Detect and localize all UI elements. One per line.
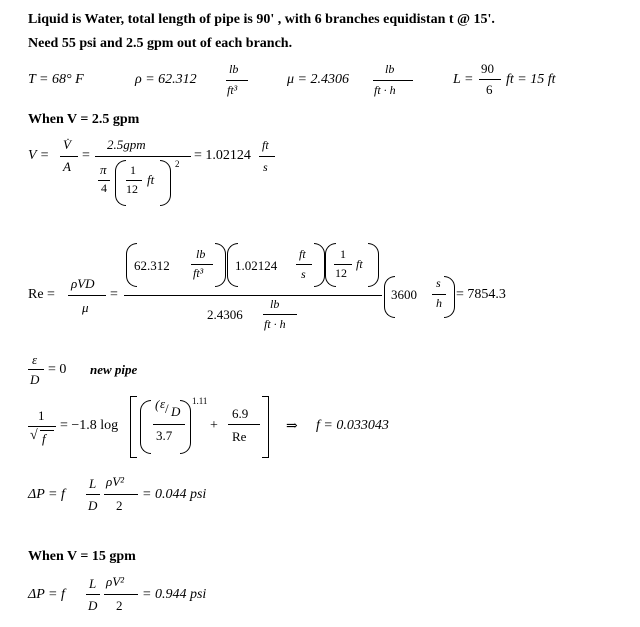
roughness-note: new pipe [90,362,138,377]
velocity-area: A [63,159,71,174]
case1-heading: When V = 2.5 gpm [28,112,140,127]
viscosity-given: μ = 2.4306 [287,72,349,87]
dp1-lhs: ΔP = f [28,487,65,502]
case2-heading: When V = 15 gpm [28,549,136,564]
problem-statement-line2: Need 55 psi and 2.5 gpm out of each branch. [28,36,293,51]
velocity-result: = 1.02124 [194,148,251,163]
temperature-given: T = 68° F [28,72,84,87]
dp2-result: = 0.944 psi [142,587,207,602]
length-num: 90 [481,61,494,76]
velocity-vdot: V̇ [63,137,71,152]
length-den: 6 [486,82,493,97]
dp2-lhs: ΔP = f [28,587,65,602]
density-unit-num: lb [229,62,239,76]
density-given: ρ = 62.312 [135,72,197,87]
roughness-rhs: = 0 [48,362,67,377]
pi-symbol: π [100,162,107,177]
reynolds-lhs: Re = [28,287,55,302]
length-lhs: L = [453,72,474,87]
colebrook-rhs: = −1.8 log [60,418,119,433]
length-rhs: ft = 15 ft [506,72,556,87]
reynolds-result: = 7854.3 [456,287,506,302]
viscosity-unit-num: lb [385,62,395,76]
friction-factor-result: f = 0.033043 [316,418,389,433]
density-unit-den: ft³ [227,83,238,97]
velocity-lhs: V = [28,148,50,163]
dp1-result: = 0.044 psi [142,487,207,502]
problem-statement-line1: Liquid is Water, total length of pipe is 90' , with 6 branches equidistan t @ 15'. [28,12,495,27]
quarter-den: 4 [101,181,107,195]
viscosity-unit-den: ft · h [374,83,396,97]
flowrate-num: 2.5gpm [107,137,146,152]
